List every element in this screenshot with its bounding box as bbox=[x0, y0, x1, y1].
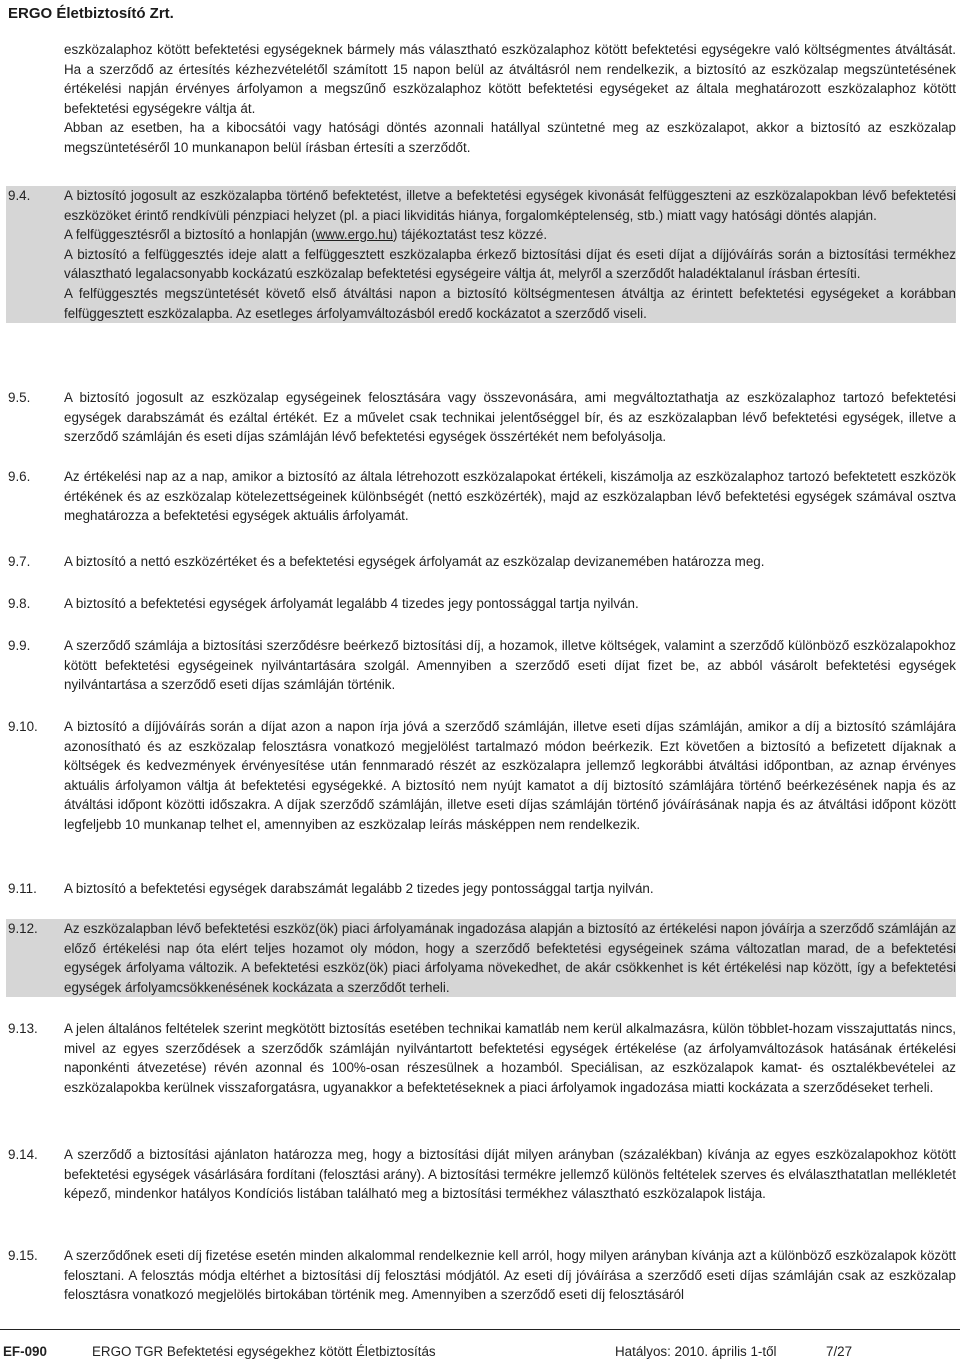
section-text: A biztosító jogosult az eszközalap egységeinek felosztására vagy összevonására, ami megváltoztathatja az eszközalaphoz tartozó befektetési egységek darabszámát és ezáltal értékét. Ez a művelet csak technikai jelentőséggel bír, és az eszközalapban lévő befektetési egységek, illetve a szerződő számláján és eseti díjas számláján lévő befektetési egységek összértékét nem befolyásolja. bbox=[64, 390, 956, 445]
company-name: ERGO Életbiztosító Zrt. bbox=[8, 5, 174, 22]
effective-date: Hatályos: 2010. április 1-től bbox=[615, 1344, 777, 1359]
section-number: 9.14. bbox=[8, 1147, 38, 1162]
section-number: 9.12. bbox=[8, 921, 38, 936]
section-text: A jelen általános feltételek szerint megkötött biztosítás esetében technikai kamatláb nem kerül alkalmazásra, külön többlet-hozam visszajuttatás nincs, mivel az egyes szerződések a szerződők számláján nyilvántartott befektetési egységek értékelése (az árfolyamváltozások hatásának értékelési naponkénti átvezetése) révén azonnal és 100%-osan részesülnek a hozamból. Speciálisan, az eszközalapok kamat- és osztalékbevételei az eszközalapokba kerülnek visszaforgatásra, ugyanakkor a befektetéseknek a piaci árfolyamok ingadozása miatti kockázata a szerződéseket terheli. bbox=[64, 1021, 956, 1095]
section-number: 9.10. bbox=[8, 719, 38, 734]
paragraph: eszközalaphoz kötött befektetési egységeknek bármely más választható eszközalaphoz kötött befektetési egységekre való költségmentes átváltását. Ha a szerződő az értesítés kézhezvételétől számított 15 napon belül az átváltásról nem rendelkezik, a biztosító az eszközalap megszüntetésének értékelési napján érvényes árfolyamon a megszűnő eszközalaphoz kötött befektetési egységeket az általa meghatározott eszközalaphoz kötött befektetési egységekre váltja át. bbox=[64, 42, 956, 116]
section-text: A biztosító a nettó eszközértéket és a befektetési egységek árfolyamát az eszközalap devizanemében határozza meg. bbox=[64, 554, 765, 569]
text: ) tájékoztatást tesz közzé. bbox=[393, 227, 548, 243]
section-number: 9.8. bbox=[8, 596, 31, 611]
section-text: A szerződő számlája a biztosítási szerződésre beérkező biztosítási díj, a hozamok, illetve költségek, valamint a szerződő különböző eszközalapokhoz kötött befektetési egységeinek nyilvántartására szolgál. Amennyiben a szerződő eseti díjat fizet be, az abból vásárolt befektetési egységek nyilvántartása a szerződő eseti díjas számláján történik. bbox=[64, 638, 956, 693]
section-9-15 bbox=[6, 1246, 956, 1305]
section-9-5 bbox=[6, 388, 956, 447]
page-number: 7/27 bbox=[826, 1344, 853, 1359]
section-number: 9.7. bbox=[8, 554, 31, 569]
website-link[interactable]: www.ergo.hu bbox=[315, 227, 394, 243]
section-text: Az eszközalapban lévő befektetési eszköz(ök) piaci árfolyamának ingadozása alapján a biztosító az értékelési napon jóváírja a szerződő számláján az előző értékelési nap óta elért teljes hozamot oly módon, hogy a szerződő befektetési egységeinek száma változatlan marad, de a befektetési egységek árfolyama változik. A befektetési eszköz(ök) piaci árfolyama növekedhet, de akár csökkenhet is két értékelési nap között, így a befektetési egységek árfolyamcsökkenésének kockázata a szerződőt terheli. bbox=[64, 921, 956, 995]
section-9-10 bbox=[6, 717, 956, 835]
section-text: A biztosító a befektetési egységek árfolyamát legalább 4 tizedes jegy pontossággal tartja nyilván. bbox=[64, 596, 639, 611]
section-number: 9.9. bbox=[8, 638, 31, 653]
section-9-14 bbox=[6, 1145, 956, 1204]
section-text: A biztosító a befektetési egységek darabszámát legalább 2 tizedes jegy pontossággal tartja nyilván. bbox=[64, 881, 654, 896]
paragraph: A biztosító jogosult az eszközalapba történő befektetést, illetve a befektetési egységek kivonását felfüggeszteni az eszközalapokban lévő befektetési eszközöket érintő rendkívüli pénzpiaci helyzet (pl. a piaci likviditás hiánya, forgalomképtelenség, stb.) miatt vagy hatósági döntés alapján. bbox=[64, 188, 956, 223]
intro-block bbox=[6, 40, 956, 158]
section-number: 9.13. bbox=[8, 1021, 38, 1036]
section-9-11 bbox=[6, 879, 956, 899]
section-text: A biztosító a díjjóváírás során a díjat azon a napon írja jóvá a szerződő számláján, illetve eseti díjas számláján, amikor a díj a biztosító számlájára azonosítható és az eszközalap felosztásra vonatkozó megjelölést tartalmazó módon beérkezik. Ezt követően a biztosító a befizetett díjaknak a költségek és kedvezmények érvényesítése után fennmaradó részét az eszközalapra jellemző legkorábbi átváltási időpontban, az aznap érvényes aktuális árfolyamon váltja át befektetési egységekké. A biztosító nem nyújt kamatot a díj biztosító számlájára történő beérkezésének napja és az átváltási időpont közötti időszakra. A díjak szerződő számláján, illetve eseti díjas számláján történő jóváírásának napja és az átváltási időpont között legfeljebb 10 munkanap telhet el, amennyiben az eszközalap leírás másképpen nem rendelkezik. bbox=[64, 719, 956, 832]
section-number: 9.15. bbox=[8, 1248, 38, 1263]
section-number: 9.6. bbox=[8, 469, 31, 484]
section-number: 9.11. bbox=[8, 881, 37, 896]
section-9-4 bbox=[6, 186, 956, 323]
document-code: EF-090 bbox=[3, 1344, 47, 1359]
paragraph: Abban az esetben, ha a kibocsátói vagy hatósági döntés azonnali hatállyal szüntetné meg az eszközalapot, akkor a biztosító az eszközalap megszüntetéséről 10 munkanapon belül írásban értesíti a szerződőt. bbox=[64, 120, 956, 155]
section-9-7 bbox=[6, 552, 956, 572]
section-9-6 bbox=[6, 467, 956, 526]
document-title: ERGO TGR Befektetési egységekhez kötött Életbiztosítás bbox=[92, 1344, 436, 1359]
section-text: Az értékelési nap az a nap, amikor a biztosító az általa létrehozott eszközalapokat értékeli, kiszámolja az eszközalaphoz tartozó befektetett eszközök értékének és az eszközalap kötelezettségeinek különbségét (nettó eszközérték), majd az eszközalapban lévő befektetési egységek számával osztva meghatározza a befektetési egységek aktuális árfolyamát. bbox=[64, 469, 956, 524]
section-text: A szerződő a biztosítási ajánlaton határozza meg, hogy a biztosítási díját milyen arányban (százalékban) kívánja az egyes eszközalapokhoz kötött befektetési egységek vásárlására fordítani (felosztási arány). A biztosítási termékre jellemző különös feltételek szerves és elválaszthatatlan mellékletét képező, mindenkor hatályos Kondíciós listában található meg a biztosítási termékhez választható eszközalapok listája. bbox=[64, 1147, 956, 1202]
text: A felfüggesztésről a biztosító a honlapján ( bbox=[64, 227, 316, 243]
section-text: A szerződőnek eseti díj fizetése esetén minden alkalommal rendelkeznie kell arról, hogy milyen arányban kívánja azt a különböző eszközalapok között felosztani. A felosztás módja eltérhet a biztosítási díj felosztási módjától. Az eseti díj jóváírása a szerződő eseti díjas számláján csak az eszközalap felosztásra vonatkozó megjelölés birtokában történik meg. Amennyiben a szerződő eseti díj felosztásáról bbox=[64, 1248, 956, 1303]
section-9-12 bbox=[6, 919, 956, 997]
section-number: 9.4. bbox=[8, 188, 31, 203]
section-number: 9.5. bbox=[8, 390, 31, 405]
page-footer bbox=[0, 1329, 960, 1364]
paragraph bbox=[64, 225, 956, 245]
paragraph: A biztosító a felfüggesztés ideje alatt a felfüggesztett eszközalapba érkező biztosítási díjat és eseti díjat a díjjóváírás során a biztosítási termékhez választható legalacsonyabb kockázatú eszközalap befektetési egységeire váltja át, melyről a szerződőt haladéktalanul írásban értesíti. bbox=[64, 246, 956, 282]
section-9-13 bbox=[6, 1019, 956, 1097]
section-9-9 bbox=[6, 636, 956, 695]
paragraph: A felfüggesztés megszüntetését követő első átváltási napon a biztosító költségmentesen átváltja az érintett befektetési egységeket a korábban felfüggesztett eszközalapba. Az esetleges árfolyamváltozásból eredő kockázatot a szerződő viseli. bbox=[64, 285, 956, 321]
section-9-8 bbox=[6, 594, 956, 614]
